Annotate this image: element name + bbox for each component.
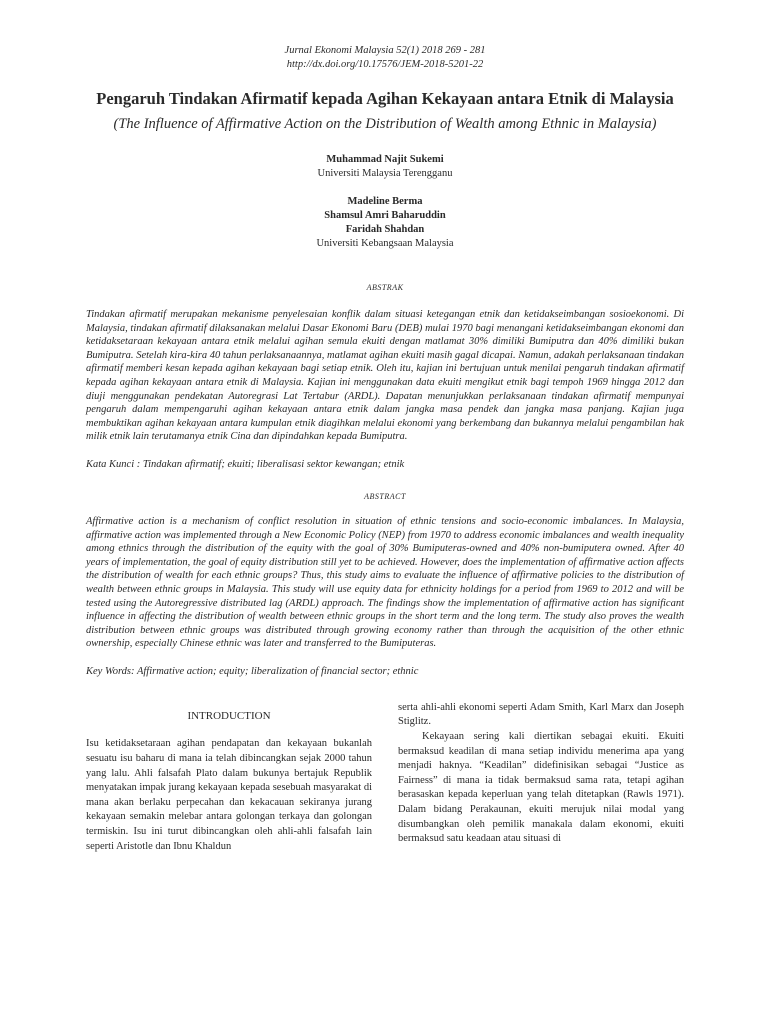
key-words: Key Words: Affirmative action; equity; liberalization of financial sector; ethnic xyxy=(86,665,419,677)
author-name: Madeline Berma xyxy=(347,196,423,207)
left-column xyxy=(86,701,372,854)
paper-title: Pengaruh Tindakan Afirmatif kepada Agihan Kekayaan antara Etnik di Malaysia xyxy=(96,89,674,108)
doi-link[interactable]: http://dx.doi.org/10.17576/JEM-2018-5201-22 xyxy=(286,59,484,70)
journal-citation: Jurnal Ekonomi Malaysia 52(1) 2018 269 - 281 xyxy=(284,45,486,56)
body-paragraph: Kekayaan sering kali diertikan sebagai ekuiti. Ekuiti bermaksud keadilan di mana setiap individu menerima apa yang menjadi haknya. “Keadilan” didefinisikan sebagai “Justice as Fairness” di mana ia tidak bermaksud sama rata, tetapi agihan berasaskan kepada keperluan yang telah ditetapkan (Rawls 1971). Dalam bidang Perakaunan, ekuiti merujuk nilai modal yang disumbangkan oleh pemilik manakala dalam ekonomi, ekuiti bermaksud satu keadaan atau situasi di xyxy=(398,731,684,845)
body-paragraph: Isu ketidaksetaraan agihan pendapatan dan kekayaan bukanlah sesuatu isu baharu di mana ia telah dibincangkan sejak 2000 tahun yang lalu. Ahli falsafah Plato dalam bukunya bertajuk Republik menyatakan impak jurang kekayaan kepada sesebuah masyarakat di mana akan berlaku perpecahan dan kekacauan sekiranya jurang kekayaan semakin melebar antara golongan terkaya dan golongan termiskin. Isu ini turut dibincangkan oleh ahli-ahli falsafah lain seperti Aristotle dan Ibnu Khaldun xyxy=(86,738,372,852)
right-column xyxy=(398,701,684,854)
abstrak-text: Tindakan afirmatif merupakan mekanisme penyelesaian konflik dalam situasi ketegangan etnik dan ketidakseimbangan sosioekonomi. Di Malaysia, tindakan afirmatif dilaksanakan melalui Dasar Ekonomi Baru (DEB) mulai 1970 bagi menangani ketidakseimbangan ekonomi dan ketidaksetaraan kekayaan antara etnik melalui agihan semula ekuiti dengan matlamat 30% dimiliki Bumiputra dan 40% dimiliki bukan Bumiputra. Setelah kira-kira 40 tahun perlaksanaannya, matlamat agihan ekuiti masih gagal dicapai. Namun, adakah perlaksanaan tindakan afirmatif memberi kesan kepada agihan kekayaan bagi setiap etnik. Oleh itu, kajian ini bertujuan untuk menilai pengaruh tindakan afirmatif kepada agihan kekayaan antara etnik di Malaysia. Kajian ini menggunakan data ekuiti mengikut etnik bagi tempoh 1969 hingga 2012 dan diuji menggunakan pendekatan Autoregrasi Lat Tertabur (ARDL). Dapatan menunjukkan perlaksanaan tindakan afirmatif mempunyai pengaruh dalam mempengaruhi agihan kekayaan antara etnik dalam jangka masa pendek dan jangka masa panjang. Kajian juga membuktikan agihan kekayaan antara kumpulan etnik diagihkan melalui ekonomi yang berkembang dan bukannya melalui pengambilan hak milik etnik lain terutamanya etnik Cina dan dipindahkan kepada Bumiputra. xyxy=(86,309,684,443)
abstract-text: Affirmative action is a mechanism of conflict resolution in situation of ethnic tensions and socio-economic imbalances. In Malaysia, affirmative action was implemented through a New Economic Policy (NEP) from 1970 to address economic imbalances and wealth inequality among ethnics through the distribution of the equity with the goal of 30% Bumiputeras-owned and 40% non-bumiputera owned. After 40 years of implementation, the goal of equity distribution still yet to be achieved. However, does the implementation of affirmative action affects the distribution of wealth for each ethnic groups? Thus, this study aims to evaluate the influence of affirmative policies to the distribution of wealth between ethnic groups in Malaysia. This study will use equity data for ethnicity holdings for a period from 1969 to 2012 and will be tested using the Autoregressive distributed lag (ARDL) approach. The findings show the implementation of affirmative action has significant influence in affecting the distribution of wealth between ethnic groups in the short term and the long term. The study also proves the wealth distribution between ethnic groups was distributed through growing economy rather than through the acquisition of the other ethnic ownership, especially Chinese ethnic was later and transferred to the Bumiputeras. xyxy=(86,515,684,650)
author-block xyxy=(86,153,684,251)
author-name: Faridah Shahdan xyxy=(345,224,425,235)
author-affiliation: Universiti Malaysia Terengganu xyxy=(317,168,453,179)
author-affiliation: Universiti Kebangsaan Malaysia xyxy=(316,238,454,249)
kata-kunci: Kata Kunci : Tindakan afirmatif; ekuiti; liberalisasi sektor kewangan; etnik xyxy=(86,458,405,470)
author-group-1 xyxy=(86,153,684,181)
author-name: Shamsul Amri Baharuddin xyxy=(324,210,446,221)
author-name: Muhammad Najit Sukemi xyxy=(326,154,444,165)
abstract-heading: ABSTRACT xyxy=(364,491,406,501)
body-columns xyxy=(86,701,684,854)
author-group-2 xyxy=(86,195,684,251)
journal-header xyxy=(86,0,684,72)
body-paragraph: serta ahli-ahli ekonomi seperti Adam Smith, Karl Marx dan Joseph Stiglitz. xyxy=(398,701,684,728)
paper-subtitle: (The Influence of Affirmative Action on the Distribution of Wealth among Ethnic in Malaysia) xyxy=(113,116,657,132)
abstrak-heading: ABSTRAK xyxy=(366,283,404,292)
introduction-heading: INTRODUCTION xyxy=(187,709,271,722)
